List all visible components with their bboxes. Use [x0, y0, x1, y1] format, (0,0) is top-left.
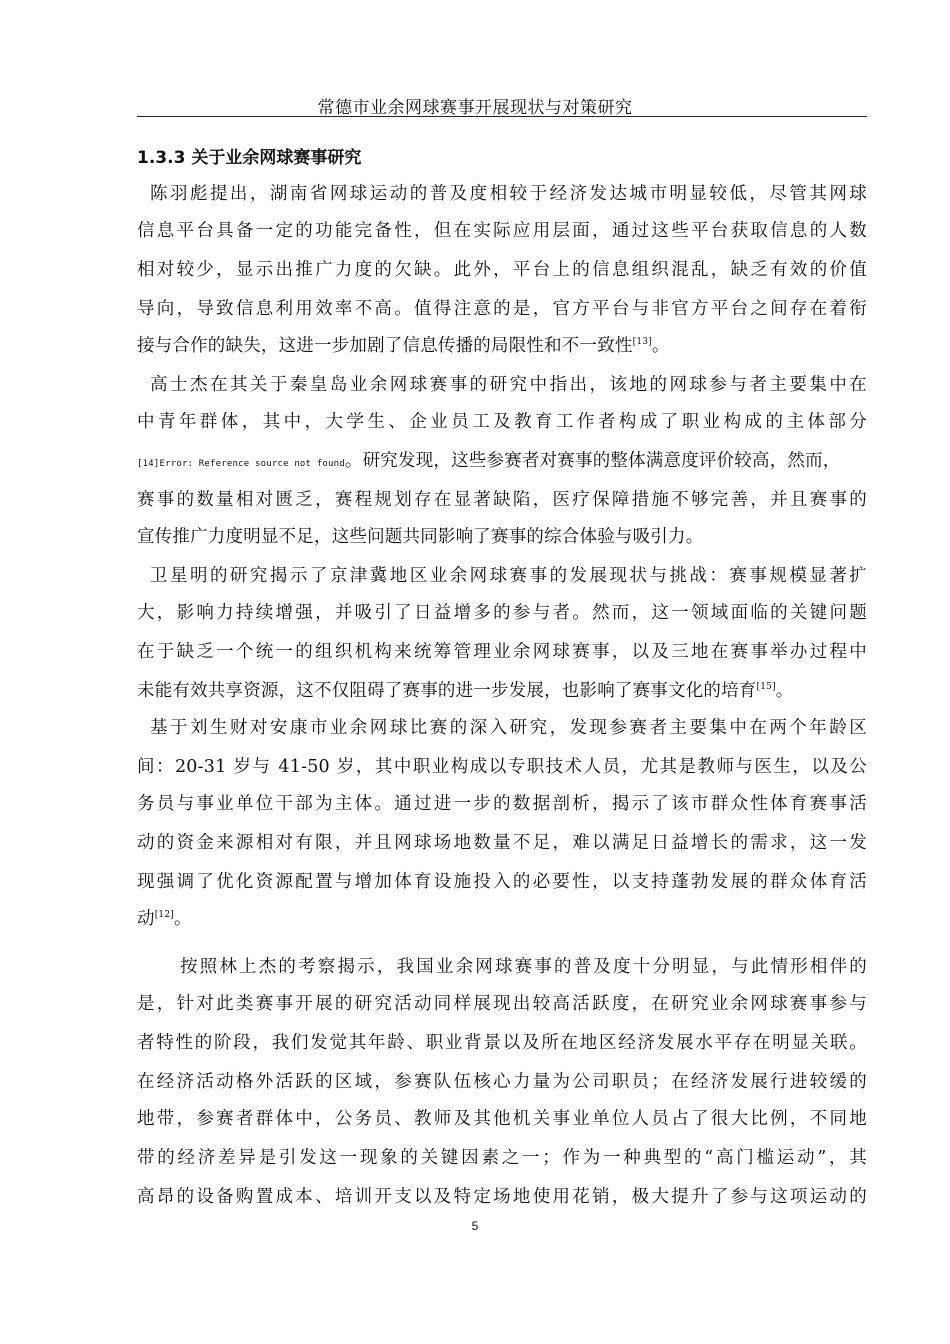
- paragraph-1-line-1: 陈羽彪提出，湖南省网球运动的普及度相较于经济发达城市明显较低，尽管其网球: [150, 184, 867, 204]
- paragraph-5-line-5: 地带，参赛者群体中，公务员、教师及其他机关事业单位人员占了很大比例，不同地: [137, 1109, 867, 1129]
- paragraph-2-line-3-text: 。研究发现，这些参赛者对赛事的整体满意度评价较高，然而，: [344, 451, 841, 471]
- paragraph-4-line-3: 务员与事业单位干部为主体。通过进一步的数据剖析，揭示了该市群众性体育赛事活: [137, 794, 867, 814]
- paragraph-5-line-1: 按照林上杰的考察揭示，我国业余网球赛事的普及度十分明显，与此情形相伴的: [180, 957, 867, 977]
- paragraph-4-line-6-text: 动: [137, 909, 155, 929]
- citation-15: [15]: [756, 682, 776, 693]
- paragraph-4-line-2: 间：20-31 岁与 41-50 岁，其中职业构成以专职技术人员，尤其是教师与医生，以及公: [137, 757, 867, 777]
- paragraph-4-line-6-end: 。: [173, 909, 192, 929]
- running-header-title: 常德市业余网球赛事开展现状与对策研究: [317, 98, 633, 118]
- paragraph-2-line-1: 高士杰在其关于秦皇岛业余网球赛事的研究中指出，该地的网球参与者主要集中在: [150, 375, 867, 395]
- citation-13: [13]: [632, 337, 652, 348]
- paragraph-3-line-2: 大，影响力持续增强，并吸引了日益增多的参与者。然而，这一领域面临的关键问题: [137, 603, 867, 623]
- paragraph-3-line-3: 在于缺乏一个统一的组织机构来统筹管理业余网球赛事，以及三地在赛事举办过程中: [137, 642, 867, 662]
- paragraph-2-line-3: [137, 447, 867, 472]
- section-heading: 1.3.3 关于业余网球赛事研究: [137, 148, 362, 168]
- paragraph-5-line-4: 在经济活动格外活跃的区域，参赛队伍核心力量为公司职员；在经济发展行进较缓的: [137, 1072, 867, 1092]
- paragraph-4-line-1: 基于刘生财对安康市业余网球比赛的深入研究，发现参赛者主要集中在两个年龄区: [150, 718, 867, 738]
- paragraph-5-line-2: 是，针对此类赛事开展的研究活动同样展现出较高活跃度，在研究业余网球赛事参与: [137, 994, 867, 1014]
- paragraph-5-line-6: 带的经济差异是引发这一现象的关键因素之一；作为一种典型的“高门槛运动”，其: [137, 1148, 867, 1168]
- paragraph-4-line-4: 动的资金来源相对有限，并且网球场地数量不足，难以满足日益增长的需求，这一发: [137, 833, 867, 853]
- paragraph-1-line-3: 相对较少，显示出推广力度的欠缺。此外，平台上的信息组织混乱，缺乏有效的价值: [137, 260, 867, 280]
- paragraph-5-line-3: 者特性的阶段，我们发觉其年龄、职业背景以及所在地区经济发展水平存在明显关联。: [137, 1033, 867, 1053]
- paragraph-2-line-2: 中青年群体，其中，大学生、企业员工及教育工作者构成了职业构成的主体部分: [137, 412, 867, 432]
- paragraph-3-line-4-text: 未能有效共享资源，这不仅阻碍了赛事的进一步发展，也影响了赛事文化的培育: [137, 681, 757, 701]
- paragraph-3-line-1: 卫星明的研究揭示了京津冀地区业余网球赛事的发展现状与挑战：赛事规模显著扩: [150, 566, 867, 586]
- header-rule: [137, 116, 867, 117]
- paragraph-1-line-5-end: 。: [651, 336, 670, 356]
- paragraph-2-line-4: 赛事的数量相对匮乏，赛程规划存在显著缺陷，医疗保障措施不够完善，并且赛事的: [137, 490, 867, 510]
- paragraph-3-line-4-end: 。: [775, 681, 794, 701]
- paragraph-4-line-5: 现强调了优化资源配置与增加体育设施投入的必要性，以支持蓬勃发展的群众体育活: [137, 872, 867, 892]
- paragraph-3-line-4: [137, 677, 867, 702]
- paragraph-5-line-7: 高昂的设备购置成本、培训开支以及特定场地使用花销，极大提升了参与这项运动的: [137, 1187, 867, 1207]
- page-number: 5: [471, 1219, 479, 1233]
- citation-12: [12]: [154, 910, 174, 921]
- citation-14-error: [14]Error: Reference source not found: [137, 459, 345, 469]
- paragraph-4-line-6: [137, 905, 867, 930]
- paragraph-1-line-5-text: 接与合作的缺失，这进一步加剧了信息传播的局限性和不一致性: [137, 336, 633, 356]
- paragraph-2-line-5: 宣传推广力度明显不足，这些问题共同影响了赛事的综合体验与吸引力。: [137, 527, 704, 547]
- paragraph-1-line-5: [137, 332, 867, 357]
- paragraph-1-line-4: 导向，导致信息利用效率不高。值得注意的是，官方平台与非官方平台之间存在着衔: [137, 299, 867, 319]
- paragraph-1-line-2: 信息平台具备一定的功能完备性，但在实际应用层面，通过这些平台获取信息的人数: [137, 221, 867, 241]
